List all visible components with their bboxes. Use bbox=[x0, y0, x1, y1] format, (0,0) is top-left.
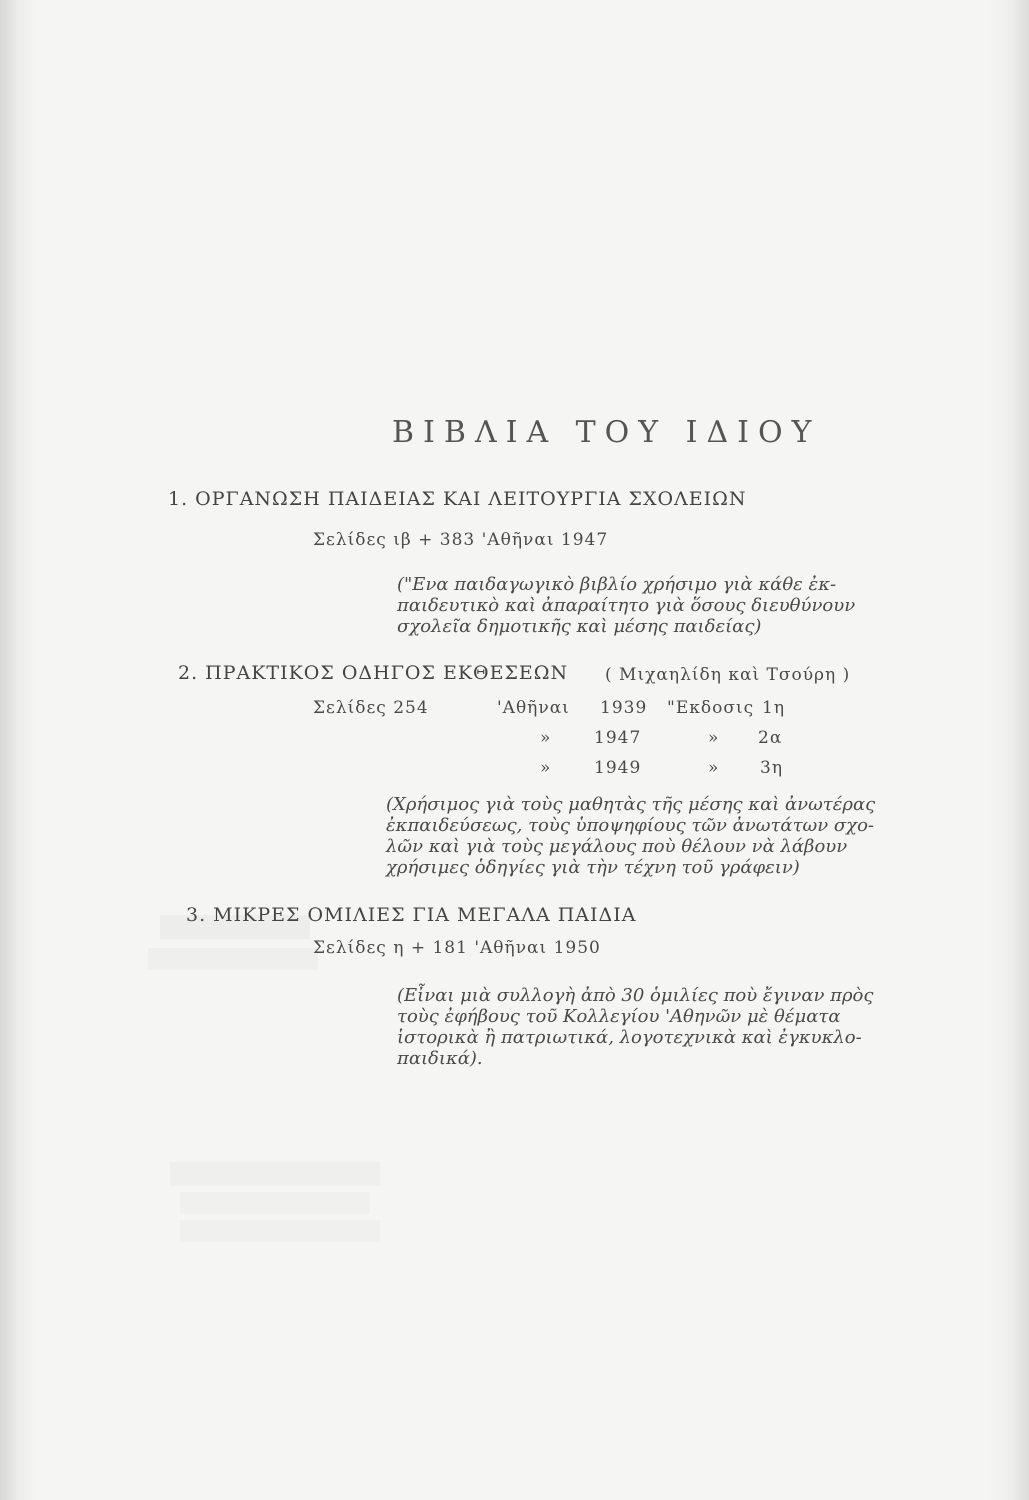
book-1-note-line: ("Ενα παιδαγωγικὸ βιβλίο χρήσιμο γιὰ κάθε ἐκ- bbox=[397, 574, 837, 595]
edition-1-year: 1939 bbox=[600, 698, 648, 718]
edition-1-place: 'Αθῆναι bbox=[497, 698, 570, 718]
book-1-meta: Σελίδες ιβ + 383 'Αθῆναι 1947 bbox=[313, 530, 609, 550]
edition-1-number: 1η bbox=[762, 698, 786, 718]
book-2-note-line: ἐκπαιδεύσεως, τοὺς ὑποψηφίους τῶν ἀνωτάτων σχο- bbox=[386, 815, 874, 836]
edition-1-label: "Εκδοσις bbox=[667, 698, 755, 718]
edition-2-number: 2α bbox=[758, 728, 783, 748]
bleed-through-mark bbox=[180, 1192, 370, 1214]
book-3-note-line: (Εἶναι μιὰ συλλογὴ ἀπὸ 30 ὁμιλίες ποὺ ἔγιναν πρὸς bbox=[397, 985, 874, 1006]
edition-2-year: 1947 bbox=[594, 728, 642, 748]
bleed-through-mark bbox=[170, 1162, 380, 1186]
edition-2-place: » bbox=[540, 728, 552, 748]
scan-shadow-left bbox=[0, 0, 40, 1500]
book-1-note bbox=[397, 574, 855, 637]
edition-3-year: 1949 bbox=[594, 758, 642, 778]
book-2-coauthors: ( Μιχαηλίδη καὶ Τσούρη ) bbox=[605, 665, 851, 685]
book-2-note-line: λῶν καὶ γιὰ τοὺς μεγάλους ποὺ θέλουν νὰ λάβουν bbox=[386, 836, 848, 857]
book-2-heading: 2. ΠΡΑΚΤΙΚΟΣ ΟΔΗΓΟΣ ΕΚΘΕΣΕΩΝ bbox=[178, 662, 569, 684]
bleed-through-mark bbox=[148, 948, 318, 970]
edition-3-label: » bbox=[708, 758, 720, 778]
book-1-heading: 1. ΟΡΓΑΝΩΣΗ ΠΑΙΔΕΙΑΣ ΚΑΙ ΛΕΙΤΟΥΡΓΙΑ ΣΧΟΛΕΙΩΝ bbox=[168, 488, 747, 510]
page-title: ΒΙΒΛΙΑ ΤΟΥ ΙΔΙΟΥ bbox=[392, 415, 821, 450]
book-3-note-line: τοὺς ἐφήβους τοῦ Κολλεγίου 'Αθηνῶν μὲ θέματα bbox=[397, 1006, 841, 1027]
book-3-note-line: παιδικά). bbox=[397, 1048, 483, 1069]
book-2-pages: Σελίδες 254 bbox=[313, 698, 429, 718]
edition-2-label: » bbox=[708, 728, 720, 748]
book-3-note-line: ἱστορικὰ ἢ πατριωτικά, λογοτεχνικὰ καὶ ἐγκυκλο- bbox=[397, 1027, 862, 1048]
scan-shadow-right bbox=[989, 0, 1029, 1500]
edition-3-number: 3η bbox=[760, 758, 784, 778]
book-3-meta: Σελίδες η + 181 'Αθῆναι 1950 bbox=[313, 938, 601, 958]
book-1-note-line: παιδευτικὸ καὶ ἀπαραίτητο γιὰ ὅσους διευθύνουν bbox=[397, 595, 856, 616]
book-1-note-line: σχολεῖα δημοτικῆς καὶ μέσης παιδείας) bbox=[397, 616, 762, 637]
bleed-through-mark bbox=[180, 1220, 380, 1242]
book-2-note-line: χρήσιμες ὁδηγίες γιὰ τὴν τέχνη τοῦ γράφειν) bbox=[386, 857, 800, 878]
book-3-note bbox=[397, 985, 873, 1069]
book-2-note-line: (Χρήσιμος γιὰ τοὺς μαθητὰς τῆς μέσης καὶ ἀνωτέρας bbox=[386, 794, 876, 815]
book-3-heading: 3. ΜΙΚΡΕΣ ΟΜΙΛΙΕΣ ΓΙΑ ΜΕΓΑΛΑ ΠΑΙΔΙΑ bbox=[186, 904, 637, 926]
book-2-note bbox=[386, 794, 875, 878]
edition-3-place: » bbox=[540, 758, 552, 778]
